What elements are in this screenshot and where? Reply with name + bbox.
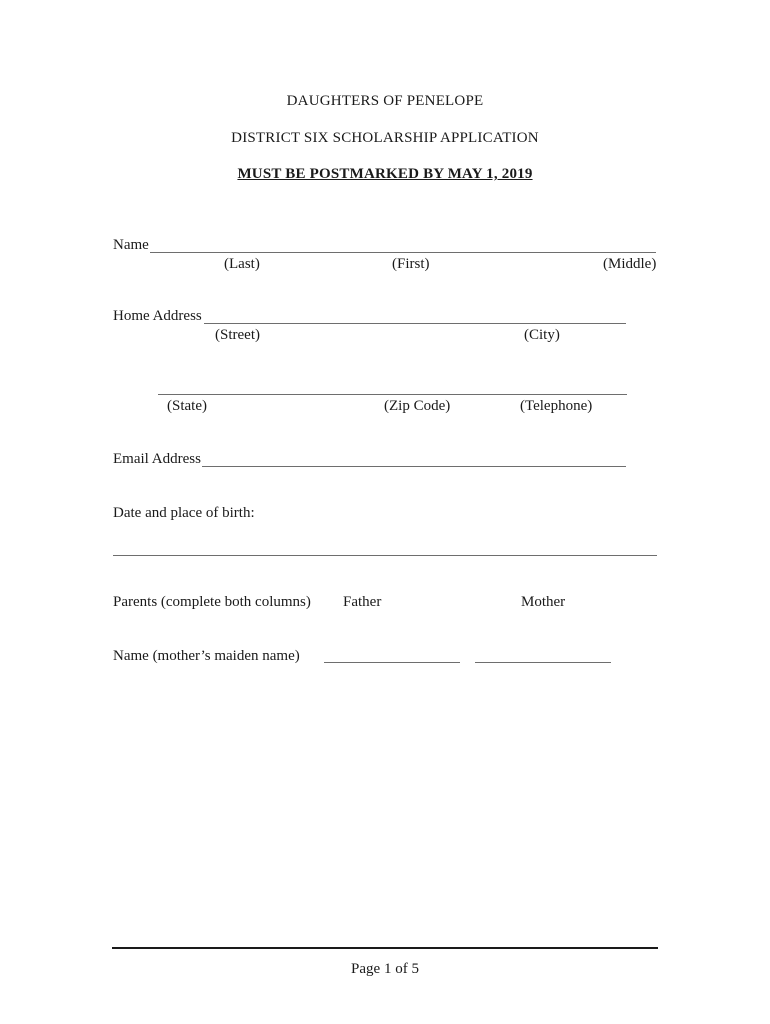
parents-label: Parents (complete both columns) xyxy=(113,594,311,610)
footer-divider xyxy=(112,947,658,949)
name-input[interactable] xyxy=(152,237,654,251)
father-name-underline xyxy=(324,662,460,663)
state-zip-phone-underline xyxy=(158,394,627,395)
email-address-label: Email Address xyxy=(113,451,201,467)
mother-column-header: Mother xyxy=(521,594,566,610)
page-number: Page 1 of 5 xyxy=(351,961,419,977)
name-underline xyxy=(150,252,656,253)
mother-maiden-name-input[interactable] xyxy=(477,647,609,661)
father-column-header: Father xyxy=(343,594,382,610)
father-name-input[interactable] xyxy=(326,647,458,661)
email-address-underline xyxy=(202,466,626,467)
postmark-deadline: MUST BE POSTMARKED BY MAY 1, 2019 xyxy=(237,166,533,182)
zip-code-caption: (Zip Code) xyxy=(384,398,451,414)
home-address-underline xyxy=(204,323,626,324)
street-caption: (Street) xyxy=(215,327,260,343)
mother-name-underline xyxy=(475,662,611,663)
name-label: Name xyxy=(113,237,149,253)
name-last-caption: (Last) xyxy=(224,256,260,272)
birth-underline xyxy=(113,555,657,556)
document-title: DISTRICT SIX SCHOLARSHIP APPLICATION xyxy=(231,130,539,146)
name-middle-caption: (Middle) xyxy=(603,256,657,272)
organization-name: DAUGHTERS OF PENELOPE xyxy=(286,93,484,109)
city-caption: (City) xyxy=(524,327,560,343)
home-address-label: Home Address xyxy=(113,308,202,324)
state-zip-phone-input[interactable] xyxy=(160,379,625,393)
birth-label: Date and place of birth: xyxy=(113,505,255,521)
home-address-input[interactable] xyxy=(206,308,624,322)
telephone-caption: (Telephone) xyxy=(520,398,593,414)
email-address-input[interactable] xyxy=(204,451,624,465)
name-first-caption: (First) xyxy=(392,256,430,272)
state-caption: (State) xyxy=(167,398,207,414)
parents-name-label: Name (mother’s maiden name) xyxy=(113,648,300,664)
birth-input[interactable] xyxy=(115,539,655,553)
